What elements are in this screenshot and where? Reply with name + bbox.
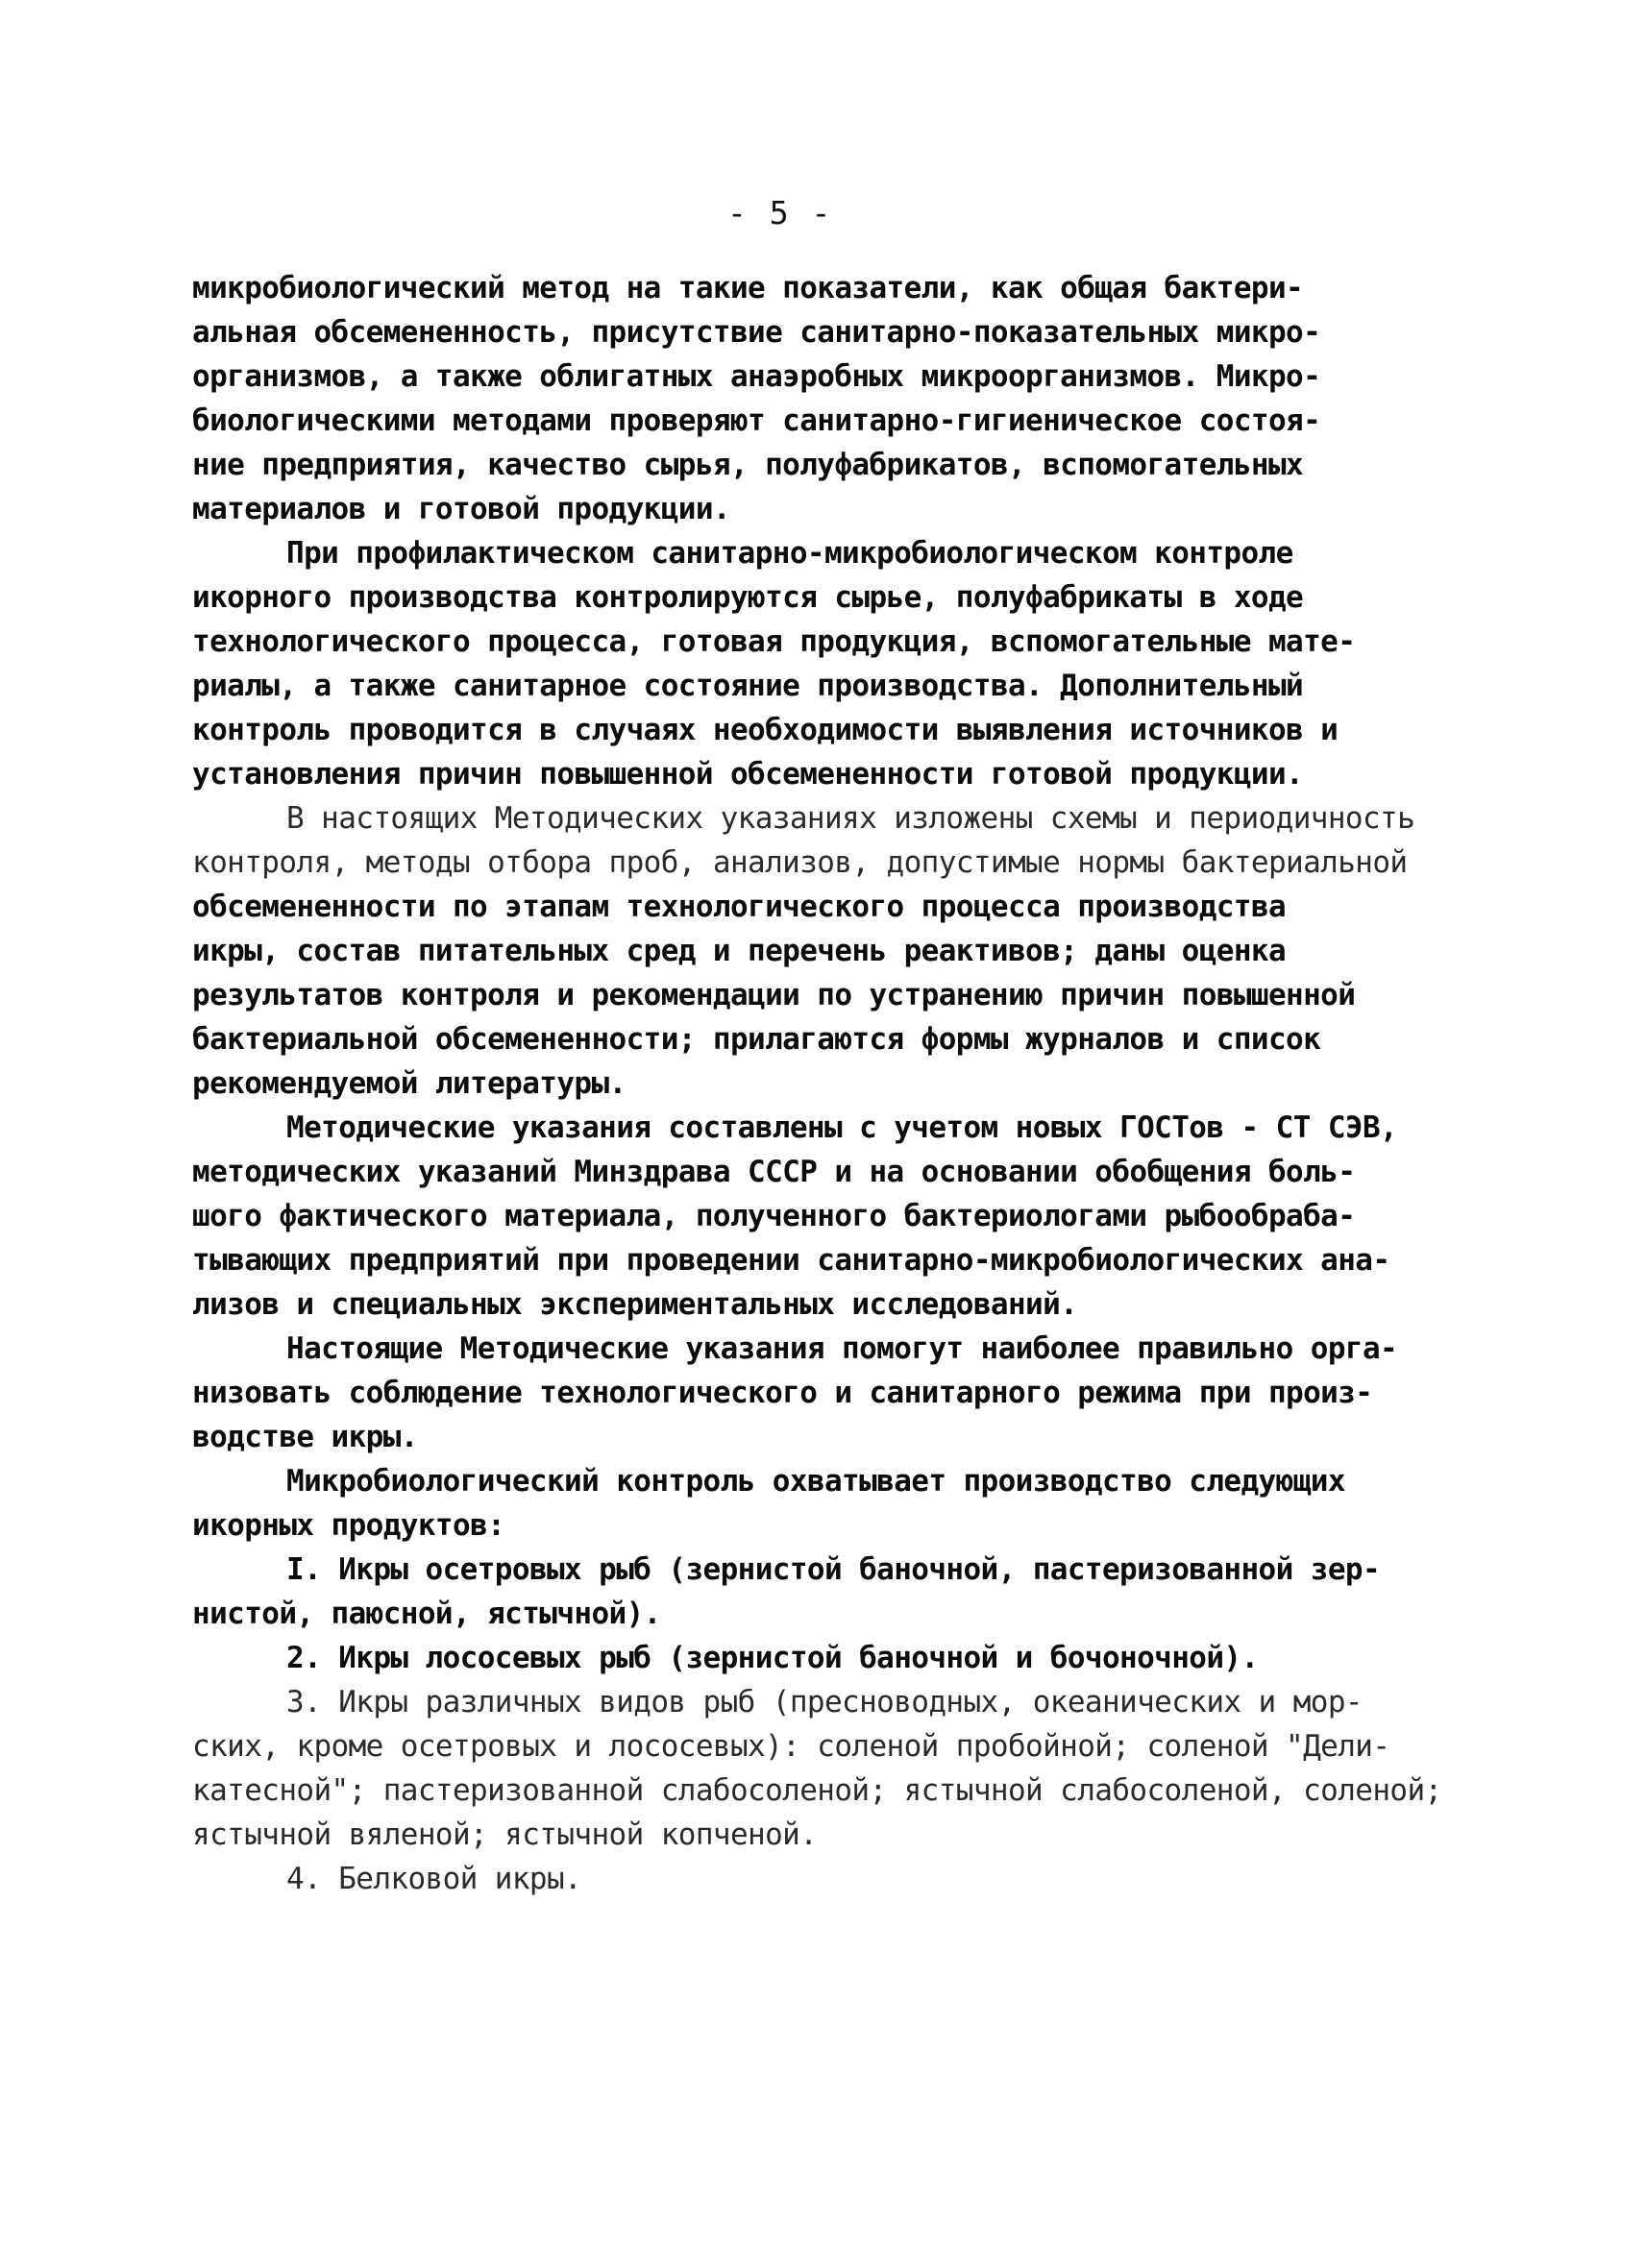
paragraph-line: водстве икры. <box>192 1420 418 1454</box>
paragraph-line: методических указаний Минздрава СССР и на основании обобщения боль- <box>192 1155 1356 1189</box>
paragraph-line: альная обсемененность, присутствие санитарно-показательных микро- <box>192 315 1321 350</box>
paragraph-line: организмов, а также облигатных анаэробных микроорганизмов. Микро- <box>192 359 1321 394</box>
paragraph-line: технологического процесса, готовая продукция, вспомогательные мате- <box>192 624 1356 659</box>
paragraph-line: микробиологический метод на такие показатели, как общая бактери- <box>192 271 1304 305</box>
paragraph-line: При профилактическом санитарно-микробиологическом контроле <box>286 536 1293 571</box>
paragraph-line: биологическими методами проверяют санитарно-гигиеническое состоя- <box>192 403 1321 438</box>
paragraph-line: тывающих предприятий при проведении санитарно-микробиологических ана- <box>192 1243 1390 1278</box>
list-item-line: 3. Икры различных видов рыб (пресноводных, океанических и мор- <box>286 1685 1363 1719</box>
paragraph-line: Настоящие Методические указания помогут наиболее правильно орга- <box>286 1331 1398 1366</box>
page-number: - 5 - <box>727 194 833 232</box>
paragraph-line: низовать соблюдение технологического и санитарного режима при произ- <box>192 1376 1373 1410</box>
paragraph-line: Микробиологический контроль охватывает производство следующих <box>286 1464 1345 1499</box>
list-item-line: 2. Икры лососевых рыб (зернистой баночной и бочоночной). <box>286 1641 1259 1675</box>
list-item-line: I. Икры осетровых рыб (зернистой баночной, пастеризованной зер- <box>286 1552 1381 1587</box>
paragraph-line: В настоящих Методических указаниях изложены схемы и периодичность <box>286 801 1415 836</box>
paragraph-line: контроль проводится в случаях необходимости выявления источников и <box>192 713 1339 747</box>
list-item-line: ястычной вяленой; ястычной копченой. <box>192 1817 818 1852</box>
list-item-line: ских, кроме осетровых и лососевых): соленой пробойной; соленой "Дели- <box>192 1729 1390 1764</box>
paragraph-line: лизов и специальных экспериментальных исследований. <box>192 1287 1078 1322</box>
paragraph-line: риалы, а также санитарное состояние производства. Дополнительный <box>192 669 1304 703</box>
list-item-line: 4. Белковой икры. <box>286 1862 582 1896</box>
list-item-line: нистой, паюсной, ястычной). <box>192 1597 661 1631</box>
paragraph-line: обсемененности по этапам технологического процесса производства <box>192 890 1287 924</box>
paragraph-line: ние предприятия, качество сырья, полуфабрикатов, вспомогательных <box>192 448 1304 482</box>
paragraph-line: контроля, методы отбора проб, анализов, допустимые нормы бактериальной <box>192 845 1408 880</box>
paragraph-line: Методические указания составлены с учетом новых ГОСТов - СТ СЭВ, <box>286 1110 1398 1145</box>
paragraph-line: рекомендуемой литературы. <box>192 1066 626 1101</box>
list-item-line: катесной"; пастеризованной слабосоленой; ястычной слабосоленой, соленой; <box>192 1773 1442 1808</box>
paragraph-line: икорного производства контролируются сырье, полуфабрикаты в ходе <box>192 580 1304 615</box>
paragraph-line: шого фактического материала, полученного бактериологами рыбообраба- <box>192 1199 1356 1233</box>
paragraph-line: результатов контроля и рекомендации по устранению причин повышенной <box>192 978 1356 1012</box>
paragraph-line: икры, состав питательных сред и перечень реактивов; даны оценка <box>192 934 1287 968</box>
paragraph-line: бактериальной обсемененности; прилагаются формы журналов и список <box>192 1022 1321 1057</box>
paragraph-line: установления причин повышенной обсемененности готовой продукции. <box>192 757 1304 792</box>
paragraph-line: икорных продуктов: <box>192 1508 505 1543</box>
paragraph-line: материалов и готовой продукции. <box>192 492 730 526</box>
